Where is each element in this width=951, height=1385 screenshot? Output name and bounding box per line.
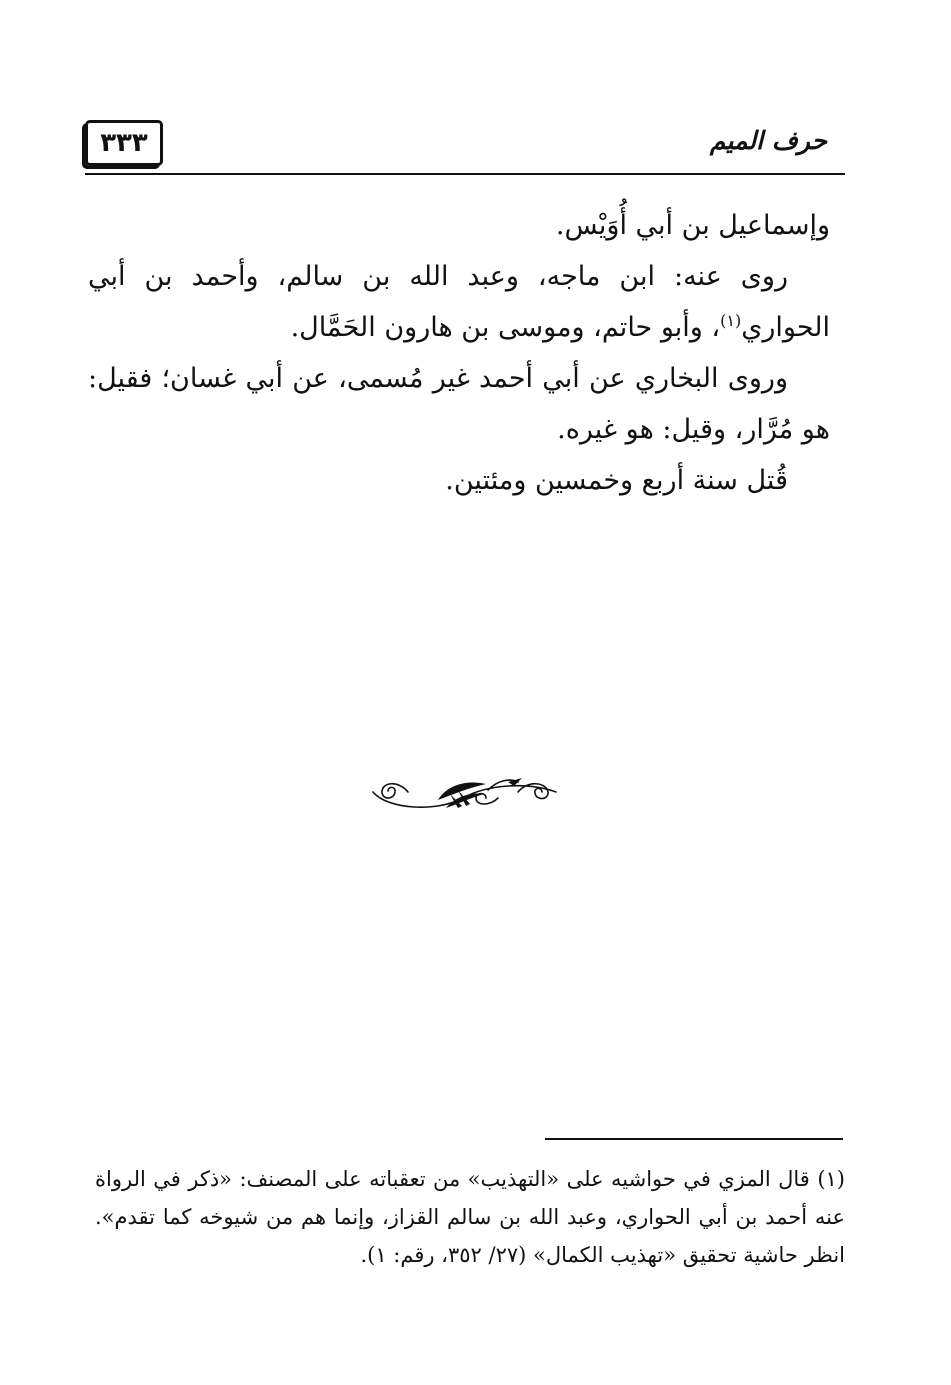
page-number: ٣٣٣ [85, 120, 163, 166]
floral-divider-icon [368, 770, 563, 820]
footnotes [95, 1160, 845, 1274]
footnote-divider [545, 1138, 843, 1140]
footnote-text: قال المزي في حواشيه على «التهذيب» من تعقباته على المصنف: «ذكر في الرواة عنه أحمد بن أبي الحواري، وعبد الله بن سالم القزاز، وإنما هم من شيوخه كما تقدم». انظر حاشية تحقيق «تهذيب الكمال» (٢٧/ ٣٥٢، رقم: ١). [95, 1167, 845, 1267]
footnote-marker: (١) [817, 1167, 845, 1191]
footnote-reference[interactable]: (١) [720, 311, 742, 330]
paragraph-4: قُتل سنة أربع وخمسين ومئتين. [445, 465, 788, 496]
paragraph-2-text-b: ، وأبو حاتم، وموسى بن هارون الحَمَّال. [290, 312, 721, 343]
footnote-1 [95, 1160, 845, 1274]
header-divider [85, 173, 845, 175]
paragraph-3: وروى البخاري عن أبي أحمد غير مُسمى، عن أبي غسان؛ فقيل: هو مُرَّار، وقيل: هو غيره. [88, 363, 830, 445]
paragraph-2 [88, 251, 830, 353]
main-text [88, 200, 830, 506]
paragraph-2-text-a: روى عنه: ابن ماجه، وعبد الله بن سالم، وأحمد بن أبي الحواري [88, 261, 830, 343]
paragraph-1: وإسماعيل بن أبي أُوَيْس. [555, 210, 830, 241]
page-header [85, 118, 845, 178]
running-title: حرف الميم [709, 126, 827, 155]
